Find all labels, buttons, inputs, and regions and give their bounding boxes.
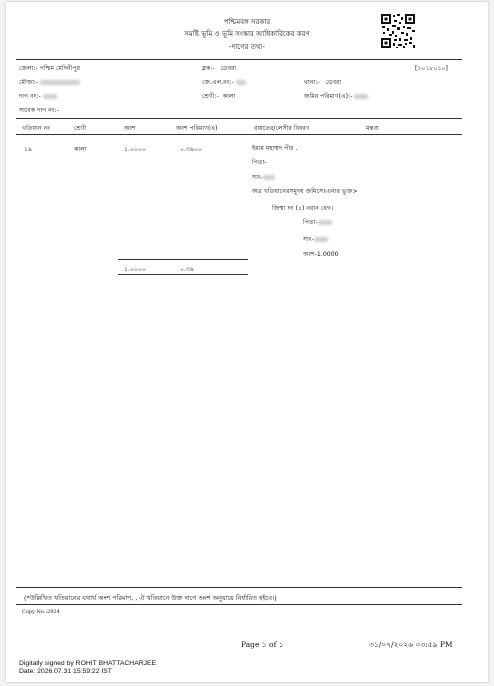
table-header-top-line xyxy=(16,118,462,119)
document-page xyxy=(6,2,488,682)
land-area-field: জমির পরিমাণ(এ):- xyxy=(304,91,368,102)
qr-code-icon xyxy=(380,13,416,49)
row-area: ০.৩৯০০ xyxy=(180,146,203,153)
block-field: ব্লক:- ডেবরা xyxy=(202,65,237,72)
dag-number-field: দাগ নং:- xyxy=(19,91,57,102)
copy-number: Copy No.:2924 xyxy=(22,609,60,615)
old-dag-number-field: সাবেক দাগ নং:- xyxy=(19,107,59,114)
header-office: সমষ্টি ভূমি ও ভূমি সংস্কার আধিকারিকের করণ xyxy=(184,30,310,38)
footer-top-line xyxy=(16,587,462,588)
footer-bottom-line xyxy=(16,604,462,605)
total-bottom-line xyxy=(118,274,248,275)
header-divider xyxy=(16,59,462,60)
col-remarks: মন্তব্য xyxy=(366,125,379,132)
print-datetime: ৩১/০৭/২০২৬ ০৩:৫৯ PM xyxy=(369,640,453,649)
footer-note: (*উল্লিখিত খতিয়ানের যথার্থ অংশ পরিমাণ, , ঐ খতিয়ানে উক্ত দাগে অংশ অনুযায়ে নির্ধারিত হইবে।) xyxy=(24,594,277,602)
owner-name: ইমাম মহাম্মদ পীর . xyxy=(252,145,298,152)
digital-signature: Digitally signed by ROHIT BHATTACHARJEE xyxy=(19,660,157,667)
row-share: ১.০০০০ xyxy=(124,146,147,153)
header-title: -দাগের তথ্য- xyxy=(229,43,265,51)
district-field: জেলা:- পশ্চিম মেদিনীপুর xyxy=(19,65,81,72)
mouza-field: মৌজা:- xyxy=(19,77,80,88)
dependent-share: অংশ-1.0000 xyxy=(303,251,339,258)
class-field: শ্রেণী:- কালা xyxy=(202,93,236,100)
total-area: ০.৩৯ xyxy=(180,266,195,273)
row-class: কালা xyxy=(74,146,87,153)
jl-number-field: জে.এল.নং:- xyxy=(202,77,246,88)
signature-date: Date: 2026.07.31 15:59:22 IST xyxy=(19,668,112,675)
thana-field: থানা:- ডেবরা xyxy=(304,79,342,86)
col-class: শ্রেণী xyxy=(74,125,87,132)
dependent-address: সাং- xyxy=(303,234,328,245)
owner-address: সাং- xyxy=(252,172,275,183)
page-number: Page ১ of ১ xyxy=(241,640,284,649)
col-share: অংশ xyxy=(124,125,136,132)
header-government: পশ্চিমবঙ্গ সরকার xyxy=(223,18,271,26)
dependent-father: পিতা- xyxy=(303,217,332,228)
total-share: ১.০০০০ xyxy=(124,266,147,273)
ownership-note: অত্র খতিয়ানেরসমুদয় জমিসেঃএনার ভুক্ত> xyxy=(252,188,358,195)
record-code: [১০১৮০১০] xyxy=(415,65,448,72)
row-khatian: ১৯ xyxy=(24,146,33,153)
total-top-line xyxy=(118,259,248,260)
col-share-area: অংশ পরিমাণ(এ) xyxy=(176,125,218,132)
table-header-bottom-line xyxy=(16,134,462,135)
owner-father: পিতা- xyxy=(252,159,267,166)
dependent-name: জিম্মা দং (১) নরান বেগ। xyxy=(272,205,334,212)
col-khatian: খতিয়ান নং xyxy=(22,125,50,132)
col-owner-details: রায়তের/লেসীর বিবরণ xyxy=(254,125,310,132)
